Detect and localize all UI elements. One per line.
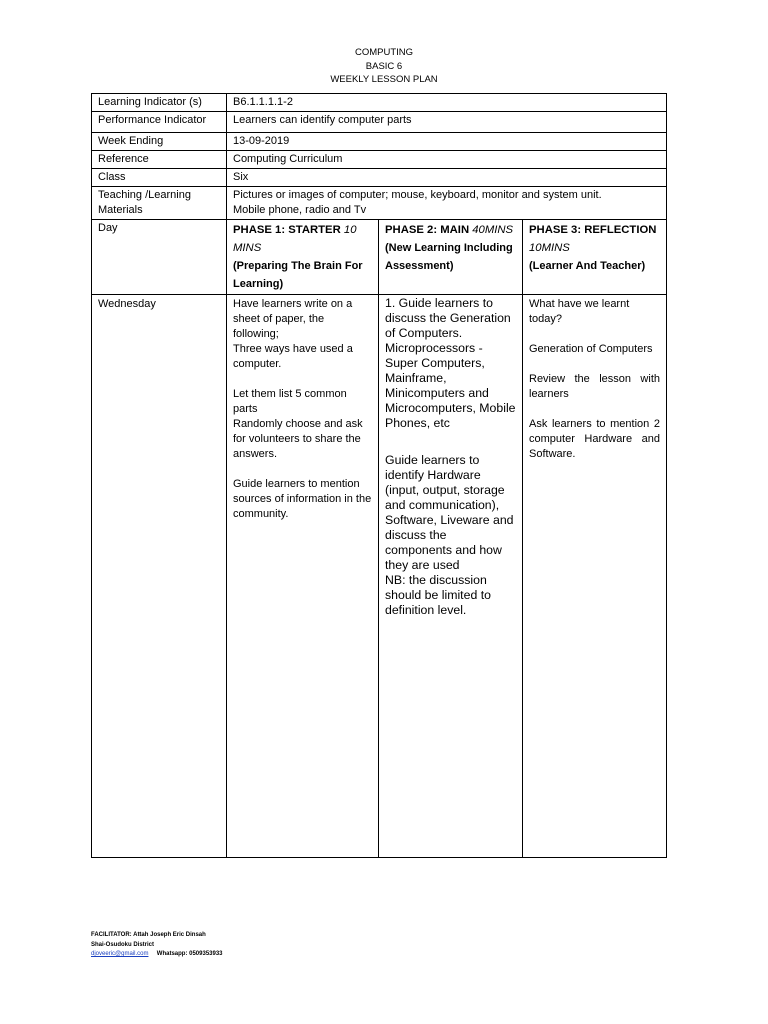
phase1-subtitle: (Preparing The Brain For Learning) — [233, 260, 363, 290]
phase-header-row — [92, 220, 667, 295]
performance-indicator-label: Performance Indicator — [92, 112, 227, 133]
phase3-subtitle: (Learner And Teacher) — [529, 260, 646, 272]
phase2-header — [379, 220, 523, 295]
starter-cell — [227, 295, 379, 858]
reference-value: Computing Curriculum — [227, 151, 667, 169]
reflection-text-1: What have we learnt today? — [529, 298, 630, 325]
level-heading: BASIC 6 — [365, 60, 403, 72]
starter-text-5: Guide learners to mention sources of information in the community. — [233, 478, 372, 520]
phase3-duration: 10MINS — [529, 242, 570, 254]
main-text-3: NB: the discussion should be limited to definition level. — [385, 573, 491, 617]
reference-label: Reference — [92, 151, 227, 169]
phase2-subtitle: (New Learning Including Assessment) — [385, 242, 513, 272]
lesson-row — [92, 295, 667, 858]
phase1-header — [227, 220, 379, 295]
table-row — [92, 151, 667, 169]
phase3-title: PHASE 3: REFLECTION — [529, 224, 657, 236]
materials-label: Teaching /Learning Materials — [92, 187, 227, 220]
reflection-cell — [523, 295, 667, 858]
phase1-duration: 10 MINS — [233, 224, 357, 254]
table-row — [92, 169, 667, 187]
phase2-title: PHASE 2: MAIN — [385, 224, 470, 236]
materials-line-1: Pictures or images of computer; mouse, keyboard, monitor and system unit. — [233, 189, 602, 201]
phase1-title: PHASE 1: STARTER — [233, 224, 341, 236]
class-label: Class — [92, 169, 227, 187]
table-row — [92, 94, 667, 112]
learning-indicator-label: Learning Indicator (s) — [92, 94, 227, 112]
week-ending-label: Week Ending — [92, 133, 227, 151]
main-cell — [379, 295, 523, 858]
footer — [91, 931, 223, 960]
starter-text-3: Let them list 5 common parts — [233, 388, 347, 415]
subject-heading: COMPUTING — [354, 47, 414, 58]
materials-line-2: Mobile phone, radio and Tv — [233, 204, 367, 216]
class-value: Six — [227, 169, 667, 187]
document-title: WEEKLY LESSON PLAN — [330, 74, 438, 85]
table-row — [92, 133, 667, 151]
district-name: Shai-Osudoku District — [91, 941, 155, 948]
main-text-2: Guide learners to identify Hardware (input, output, storage and communication), Software, Liveware and discuss the components and how they are used — [385, 453, 514, 572]
email-link[interactable]: djoveeric@gmail.com — [91, 951, 149, 957]
table-row — [92, 112, 667, 133]
week-ending-value: 13-09-2019 — [227, 133, 667, 151]
contact-line — [91, 950, 223, 960]
lesson-day: Wednesday — [92, 295, 227, 858]
facilitator-name: FACILITATOR: Attah Joseph Eric Dinsah — [91, 932, 206, 938]
phase2-duration: 40MINS — [472, 224, 514, 236]
reflection-text-4: Ask learners to mention 2 computer Hardware and Software. — [529, 418, 660, 460]
whatsapp-number: Whatsapp: 0509353933 — [156, 951, 223, 957]
materials-value — [227, 187, 667, 220]
starter-text-4: Randomly choose and ask for volunteers to share the answers. — [233, 418, 363, 460]
performance-indicator-value: Learners can identify computer parts — [227, 112, 667, 133]
main-text-1: 1. Guide learners to discuss the Generation of Computers. Microprocessors - Super Computers, Mainframe, Minicomputers and Microcomputers, Mobile Phones, etc — [385, 296, 516, 430]
lesson-plan-table — [91, 93, 667, 858]
day-header: Day — [92, 220, 227, 295]
page-header — [0, 46, 768, 87]
starter-text-1: Have learners write on a sheet of paper, the following; — [233, 298, 353, 340]
reflection-text-2: Generation of Computers — [529, 343, 653, 355]
table-row — [92, 187, 667, 220]
reflection-text-3: Review the lesson with learners — [529, 373, 660, 400]
learning-indicator-value: B6.1.1.1.1-2 — [227, 94, 667, 112]
starter-text-2: Three ways have used a computer. — [233, 343, 353, 370]
phase3-header — [523, 220, 667, 295]
